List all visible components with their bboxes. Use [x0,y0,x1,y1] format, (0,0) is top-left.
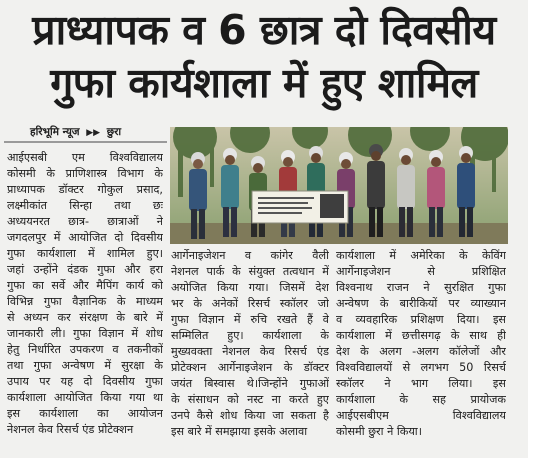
article-line: कोसमी के प्राणिशास्त्र विभाग के [7,167,163,180]
article-line: कोसमी छुरा ने किया। [336,425,422,438]
group-photo [170,127,508,244]
byline-rule [4,141,167,143]
article-line: गुफा का सर्वे और मैपिंग कार्य को [7,279,163,292]
headline-line-2: गुफा कार्यशाला में हुए शामिल [50,59,478,107]
article-line: उपाय पर यह दो दिवसीय गुफा [7,375,163,388]
article-line: विभिन्न गुफा वैज्ञानिक के माध्यम [7,295,163,308]
article-line: नेशनल केव रिसर्च एंड प्रोटेक्शन [7,423,134,436]
byline-location: छुरा [106,126,122,138]
page-margin [528,0,541,458]
article-line: विश्वविद्यालयों से लगभग 50 रिसर्च [336,361,506,374]
article-line: स्कॉलर ने भाग लिया। इस [336,377,506,390]
article-line: आईएसबी एम विश्वविद्यालय [7,151,163,164]
article-line: विश्वनाथ राजन ने सुरक्षित गुफा [336,281,506,294]
article-line: भर के अनेकों रिसर्च स्कॉलर जो [171,297,329,310]
article-line: जगदलपुर में आयोजित दो दिवसीय [7,231,163,244]
byline-source: हरिभूमि न्यूज [30,126,80,138]
article-line: कार्यशाला में अमेरिका के केविंग [336,249,506,262]
article-line: नेशनल पार्क के संयुक्त तत्वधान में [171,265,329,278]
article-column-1 [7,150,163,438]
article-line: जानकारी ली। गुफा विज्ञान में शोध [7,327,163,340]
headline-line-1: प्राध्यापक व 6 छात्र दो दिवसीय [32,6,496,54]
article-line: आईएसबीएम विश्वविद्यालय [336,409,506,422]
article-line: उनपे कैसे शोध किया जा सकता है [171,409,329,422]
article-line: तथा गुफा अन्वेषण में सुरक्षा के [7,359,163,372]
article-line: लक्ष्मीकांत सिन्हा तथा छः [7,199,163,212]
article-line: प्रोटेक्शन आर्गेनाइजेशन के डॉक्टर [171,361,329,374]
article-line: गुफा विज्ञान में रुचि रखते हैं वे [171,313,329,326]
article-line: से अध्यन कर संरक्षण के बारे में [7,311,163,324]
byline-arrows-icon: ▶▶ [86,128,101,138]
article-line: सम्मिलित हुए। कार्यशाला के [171,329,329,342]
article-line: कार्यशाला के सह प्रायोजक [336,393,506,406]
article-line: गुफा कार्यशाला में शामिल हुए। [7,247,163,260]
group-photo-illustration [170,127,508,244]
article-line: देश के अलग -अलग कॉलेजों और [336,345,506,358]
article-line: हेतु निर्धारित उपकरण व तकनीकों [7,343,163,356]
byline [30,125,121,139]
article-line: व व्यवहारिक प्रशिक्षण दिया। इस [336,313,506,326]
article-line: कार्यशाला में छत्तीसगढ़ के साथ ही [336,329,506,342]
article-headline [6,4,522,110]
article-line: मुख्यवक्ता नेशनल केव रिसर्च एंड [171,345,329,358]
article-line: जहां उन्होंने दंडक गुफा और हरा [7,263,163,276]
article-line: प्राध्यापक डॉक्टर गोकुल प्रसाद, [7,183,163,196]
article-line: अध्ययनरत छात्र- छात्राओं ने [7,215,163,228]
article-line: अन्वेषण के बारीकियों पर व्याख्यान [336,297,506,310]
article-line: कार्यशाला आयोजित किया गया था [7,391,163,404]
article-line: इस कार्यशाला का आयोजन [7,407,163,420]
article-line: आर्गेनाइजेशन व कांगेर वैली [171,249,329,262]
article-column-3 [336,248,506,440]
article-column-2 [171,248,329,440]
article-line: आर्गेनाइजेशन से प्रशिक्षित [336,265,506,278]
article-line: इस बारे में समझाया इसके अलावा [171,425,308,438]
article-line: जयंत बिस्वास थे।जिन्होंने गुफाओं [171,377,329,390]
article-line: के संसाधन को नस्ट ना करते हुए [171,393,329,406]
article-line: अयोजित किया गया। जिसमें देश [171,281,329,294]
